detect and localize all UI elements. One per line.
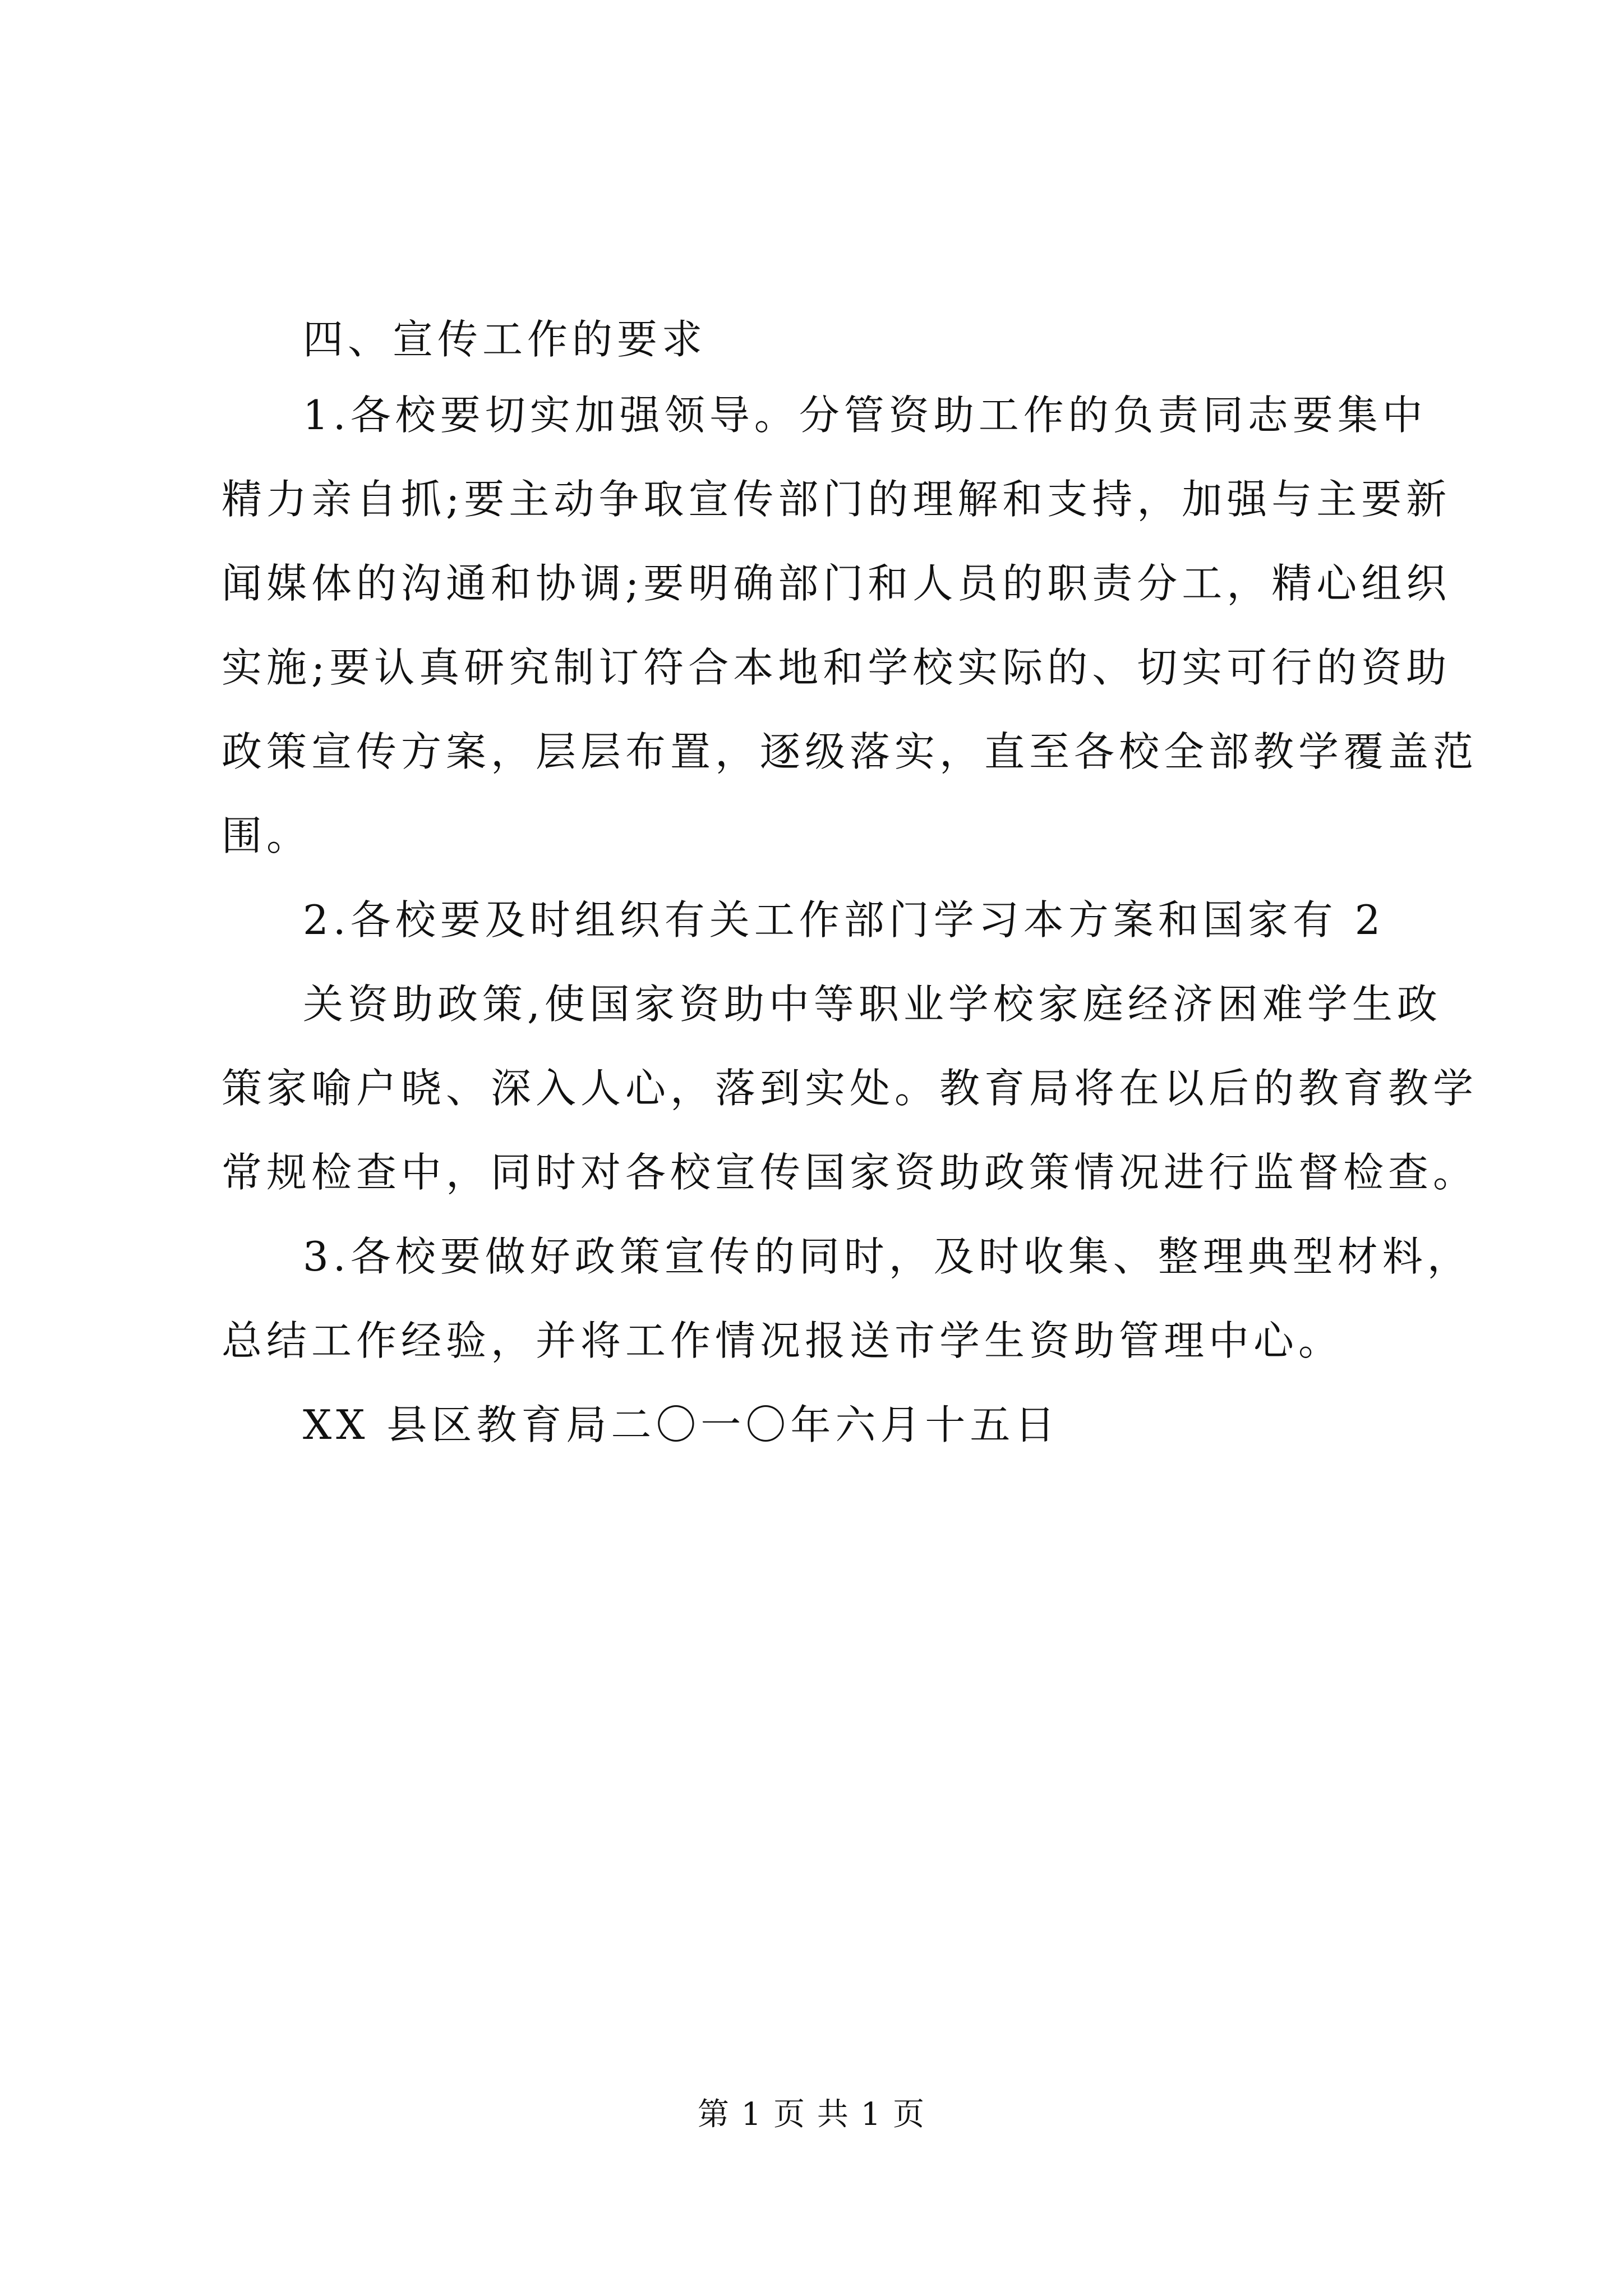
paragraph-line: 总结工作经验，并将工作情况报送市学生资助管理中心。 [222, 1317, 1344, 1364]
paragraph-line: 关资助政策,使国家资助中等职业学校家庭经济困难学生政 [303, 981, 1442, 1028]
paragraph-line: 常规检查中，同时对各校宣传国家资助政策情况进行监督检查。 [222, 1149, 1478, 1196]
page-footer: 第 1 页 共 1 页 [697, 2096, 926, 2133]
paragraph-line: 实施;要认真研究制订符合本地和学校实际的、切实可行的资助 [222, 644, 1451, 691]
paragraph-line: 3.各校要做好政策宣传的同时，及时收集、整理典型材料， [303, 1233, 1472, 1280]
paragraph-line: 政策宣传方案，层层布置，逐级落实，直至各校全部教学覆盖范 [222, 728, 1478, 775]
paragraph-line: 1.各校要切实加强领导。分管资助工作的负责同志要集中 [303, 392, 1427, 439]
paragraph-line: 策家喻户晓、深入人心，落到实处。教育局将在以后的教育教学 [222, 1065, 1478, 1112]
paragraph-line: 闻媒体的沟通和协调;要明确部门和人员的职责分工，精心组织 [222, 560, 1451, 607]
paragraph-line: 围。 [222, 812, 312, 859]
paragraph-line: 精力亲自抓;要主动争取宣传部门的理解和支持，加强与主要新 [222, 476, 1451, 523]
signature-date-line: XX 县区教育局二〇一〇年六月十五日 [303, 1401, 1060, 1448]
section-heading: 四、宣传工作的要求 [303, 316, 707, 363]
paragraph-line: 2.各校要及时组织有关工作部门学习本方案和国家有 2 [303, 896, 1385, 944]
